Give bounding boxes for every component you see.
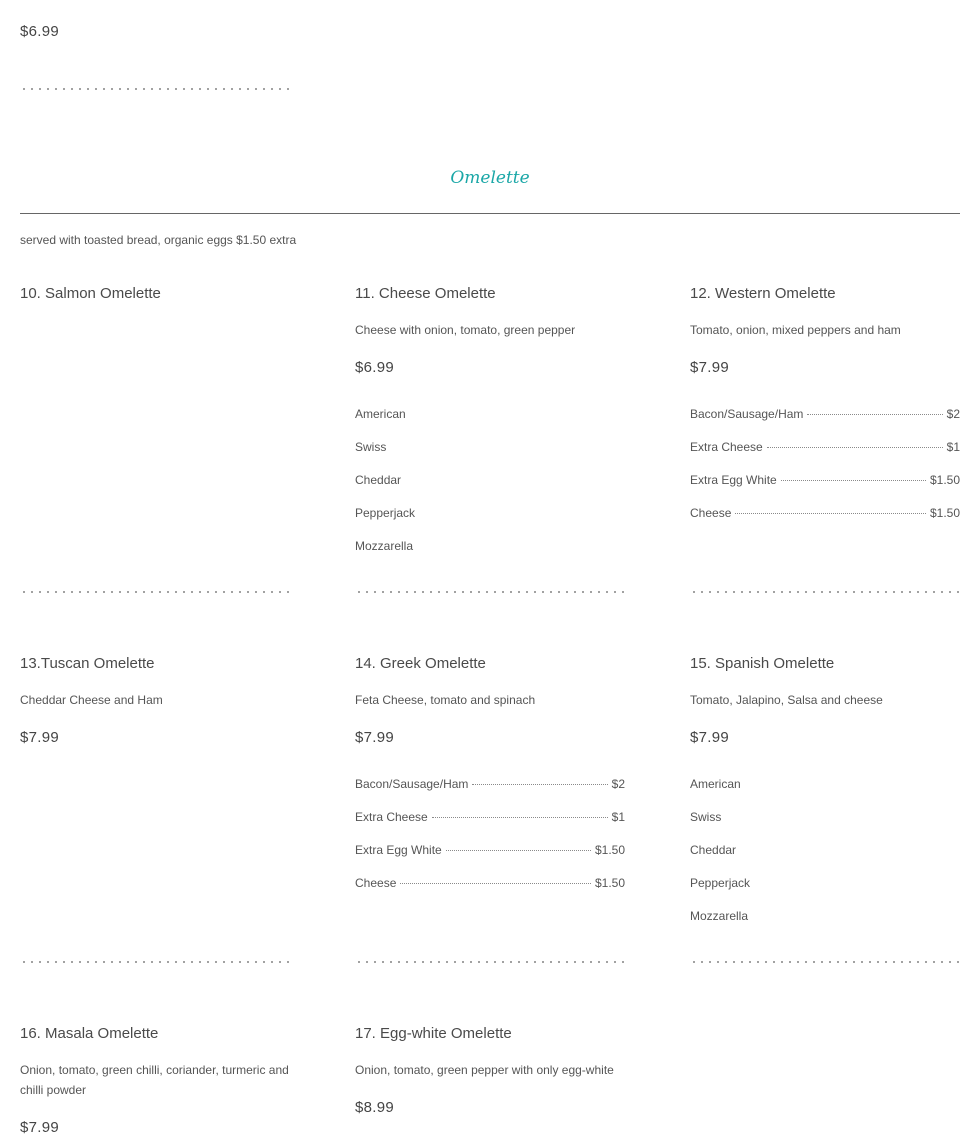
cheese-option: American	[355, 407, 406, 421]
addon-row	[690, 473, 960, 487]
addon-price: $1	[611, 810, 625, 824]
addon-price: $2	[611, 777, 625, 791]
item-price: $6.99	[355, 359, 395, 376]
dotted-divider	[355, 960, 625, 964]
item-description: Onion, tomato, green pepper with only egg-white	[355, 1063, 614, 1077]
addon-price: $2	[946, 407, 960, 421]
cheese-option: Cheddar	[355, 473, 402, 487]
cheese-option: Swiss	[355, 440, 387, 454]
dotted-divider	[690, 960, 960, 964]
addon-row	[355, 810, 625, 824]
item-description: Tomato, onion, mixed peppers and ham	[690, 323, 901, 337]
addon-row	[690, 407, 960, 421]
addon-row	[690, 506, 960, 520]
addon-row	[355, 876, 625, 890]
dotted-divider	[20, 960, 290, 964]
addon-label: Extra Egg White	[355, 843, 442, 857]
item-name: 12. Western Omelette	[690, 285, 836, 302]
item-name: 17. Egg-white Omelette	[355, 1025, 512, 1042]
section-title: Omelette	[450, 168, 530, 188]
addon-row	[690, 440, 960, 454]
cheese-option: Mozzarella	[690, 909, 749, 923]
item-price: $7.99	[20, 729, 60, 746]
addon-price: $1	[946, 440, 960, 454]
addon-label: Extra Cheese	[690, 440, 763, 454]
addon-label: Cheese	[355, 876, 397, 890]
section-divider	[20, 213, 960, 214]
item-description: Cheddar Cheese and Ham	[20, 693, 163, 707]
section-note: served with toasted bread, organic eggs $1.50 extra	[20, 233, 297, 247]
addon-row	[355, 843, 625, 857]
item-name: 15. Spanish Omelette	[690, 655, 835, 672]
addon-price: $1.50	[594, 876, 625, 890]
item-description: Onion, tomato, green chilli, coriander, turmeric and chilli powder	[20, 1063, 289, 1097]
cheese-option: Mozzarella	[355, 539, 414, 553]
item-price: $7.99	[20, 1119, 60, 1136]
addon-label: Cheese	[690, 506, 732, 520]
dotted-divider	[20, 590, 290, 594]
item-price: $6.99	[20, 23, 60, 40]
item-price: $7.99	[690, 359, 730, 376]
item-price: $7.99	[355, 729, 395, 746]
cheese-option: Swiss	[690, 810, 722, 824]
addon-label: Bacon/Sausage/Ham	[690, 407, 804, 421]
addon-label: Bacon/Sausage/Ham	[355, 777, 469, 791]
item-name: 10. Salmon Omelette	[20, 285, 161, 302]
dotted-divider	[355, 590, 625, 594]
addon-price: $1.50	[929, 473, 960, 487]
item-name: 11. Cheese Omelette	[355, 285, 496, 302]
dotted-divider	[20, 87, 290, 91]
item-price: $8.99	[355, 1099, 395, 1116]
dotted-divider	[690, 590, 960, 594]
cheese-option: Pepperjack	[355, 506, 416, 520]
addon-label: Extra Cheese	[355, 810, 428, 824]
item-description: Cheese with onion, tomato, green pepper	[355, 323, 576, 337]
item-description: Tomato, Jalapino, Salsa and cheese	[690, 693, 883, 707]
item-name: 14. Greek Omelette	[355, 655, 486, 672]
addon-price: $1.50	[594, 843, 625, 857]
item-name: 16. Masala Omelette	[20, 1025, 159, 1042]
addon-label: Extra Egg White	[690, 473, 777, 487]
item-price: $7.99	[690, 729, 730, 746]
cheese-option: American	[690, 777, 741, 791]
addon-row	[355, 777, 625, 791]
item-description: Feta Cheese, tomato and spinach	[355, 693, 536, 707]
cheese-option: Cheddar	[690, 843, 737, 857]
addon-price: $1.50	[929, 506, 960, 520]
item-name: 13.Tuscan Omelette	[20, 655, 155, 672]
cheese-option: Pepperjack	[690, 876, 751, 890]
